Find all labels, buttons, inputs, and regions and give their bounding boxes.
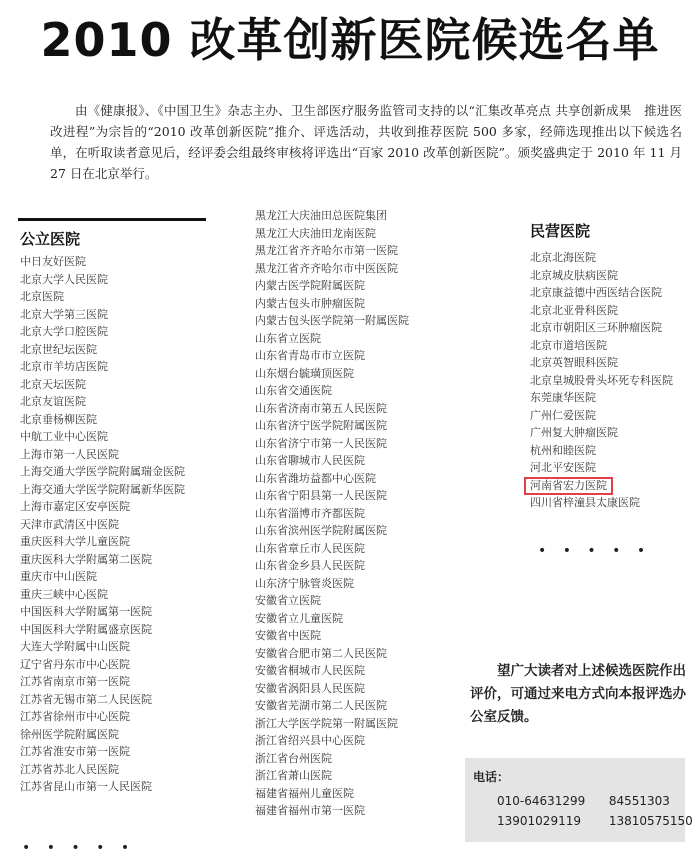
hospital-item: 安徽省芜湖市第二人民医院 xyxy=(255,699,387,712)
phone-number: 010-64631299 xyxy=(497,794,586,808)
hospital-item: 江苏省南京市第一医院 xyxy=(20,675,130,688)
hospital-item: 北京大学人民医院 xyxy=(20,272,108,286)
hospital-item: 福建省福州儿童医院 xyxy=(255,786,354,800)
hospital-item: 北京大学口腔医院 xyxy=(20,325,108,338)
hospital-item: 北京市道培医院 xyxy=(530,338,607,352)
hospital-item: 山东省立医院 xyxy=(255,331,321,345)
hospital-item: 北京世纪坛医院 xyxy=(20,342,97,356)
hospital-item: 上海市第一人民医院 xyxy=(20,447,119,461)
hospital-item: 重庆三峡中心医院 xyxy=(20,587,108,601)
hospital-item: 中国医科大学附属盛京医院 xyxy=(20,622,152,636)
hospital-item: 上海交通大学医学院附属瑞金医院 xyxy=(20,465,185,478)
public-hospitals-column xyxy=(20,222,220,796)
hospital-item: 黑龙江大庆油田龙南医院 xyxy=(255,226,376,240)
hospital-item: 东莞康华医院 xyxy=(530,391,596,404)
hospital-item: 中国医科大学附属第一医院 xyxy=(20,605,152,618)
hospital-item: 山东省济南市第五人民医院 xyxy=(255,401,387,415)
hospital-item: 北京医院 xyxy=(20,290,64,303)
hospital-item: 北京康益德中西医结合医院 xyxy=(530,286,662,299)
hospital-item: 浙江省台州医院 xyxy=(255,751,332,765)
hospital-item: 山东济宁脉管炎医院 xyxy=(255,576,354,590)
hospital-item: 内蒙古包头市肿瘤医院 xyxy=(255,296,365,310)
page-title: 2010 改革创新医院候选名单 xyxy=(40,13,660,67)
hospital-item: 山东省聊城市人民医院 xyxy=(255,454,365,467)
hospital-item: 江苏省无锡市第二人民医院 xyxy=(20,692,152,706)
hospital-item: 内蒙古包头医学院第一附属医院 xyxy=(255,314,409,327)
hospital-item: 河北平安医院 xyxy=(530,461,596,474)
hospital-item: 黑龙江大庆油田总医院集团 xyxy=(255,209,387,222)
hospital-item: 江苏省淮安市第一医院 xyxy=(20,745,130,758)
hospital-item: 山东省淄博市齐都医院 xyxy=(255,506,365,520)
public-hospitals-heading: 公立医院 xyxy=(20,230,81,248)
hospital-item: 北京皇城股骨头坏死专科医院 xyxy=(530,373,673,387)
hospital-item: 山东省金乡县人民医院 xyxy=(255,559,365,572)
hospital-item: 山东省济宁医学院附属医院 xyxy=(255,419,387,432)
hospital-item: 山东省潍坊益都中心医院 xyxy=(255,471,376,485)
hospital-item: 重庆医科大学附属第二医院 xyxy=(20,552,152,566)
hospital-item: 安徽省涡阳县人民医院 xyxy=(255,681,365,695)
hospital-item: 广州复大肿瘤医院 xyxy=(530,426,618,439)
public-hospitals-list xyxy=(20,253,220,796)
hospital-item: 中航工业中心医院 xyxy=(20,430,108,443)
middle-hospitals-column xyxy=(255,207,465,820)
hospital-item: 安徽省合肥市第二人民医院 xyxy=(255,646,387,660)
hospital-item: 内蒙古医学院附属医院 xyxy=(255,279,365,292)
hospital-item: 安徽省立医院 xyxy=(255,594,321,607)
hospital-item: 江苏省苏北人民医院 xyxy=(20,762,119,776)
phone-box xyxy=(465,758,693,842)
hospital-item: 北京英智眼科医院 xyxy=(530,356,618,369)
private-hospitals-list xyxy=(530,249,690,512)
hospital-item: 安徽省桐城市人民医院 xyxy=(255,664,365,677)
hospital-item: 黑龙江省齐齐哈尔市中医医院 xyxy=(255,261,398,275)
highlighted-hospital-item: 河南省宏力医院 xyxy=(524,477,613,495)
public-heading-rule xyxy=(18,218,206,221)
hospital-item: 中日友好医院 xyxy=(20,255,86,268)
hospital-item: 北京北海医院 xyxy=(530,251,596,264)
private-continuation-dots: • • • • • xyxy=(538,543,652,559)
hospital-item: 北京北亚骨科医院 xyxy=(530,303,618,317)
hospital-item: 四川省梓潼县太康医院 xyxy=(530,496,640,509)
hospital-item: 辽宁省丹东市中心医院 xyxy=(20,657,130,671)
hospital-item: 江苏省徐州市中心医院 xyxy=(20,710,130,723)
hospital-item: 上海交通大学医学院附属新华医院 xyxy=(20,482,185,496)
hospital-item: 北京市羊坊店医院 xyxy=(20,360,108,373)
phone-row-1 xyxy=(497,794,670,808)
hospital-item: 山东省交通医院 xyxy=(255,384,332,397)
hospital-item: 山东省滨州医学院附属医院 xyxy=(255,524,387,537)
hospital-item: 安徽省立儿童医院 xyxy=(255,611,343,625)
hospital-item: 徐州医学院附属医院 xyxy=(20,727,119,741)
private-hospitals-heading: 民营医院 xyxy=(530,222,591,240)
hospital-item: 北京市朝阳区三环肿瘤医院 xyxy=(530,321,662,334)
hospital-item: 浙江省萧山医院 xyxy=(255,769,332,782)
hospital-item: 重庆市中山医院 xyxy=(20,570,97,583)
hospital-item: 重庆医科大学儿童医院 xyxy=(20,535,130,548)
hospital-item: 山东烟台毓璜顶医院 xyxy=(255,366,354,380)
hospital-item: 山东省宁阳县第一人民医院 xyxy=(255,489,387,502)
hospital-item: 山东省济宁市第一人民医院 xyxy=(255,436,387,450)
hospital-item: 上海市嘉定区安亭医院 xyxy=(20,500,130,513)
hospital-item: 黑龙江省齐齐哈尔市第一医院 xyxy=(255,244,398,257)
hospital-item: 浙江省绍兴县中心医院 xyxy=(255,734,365,747)
hospital-item: 北京友谊医院 xyxy=(20,395,86,408)
hospital-item: 江苏省昆山市第一人民医院 xyxy=(20,780,152,793)
private-hospitals-column xyxy=(530,214,690,512)
public-continuation-dots: • • • • • xyxy=(22,840,136,856)
intro-paragraph: 由《健康报》、《中国卫生》杂志主办、卫生部医疗服务监管司支持的以“汇集改革亮点 共享创新成果 推进医改进程”为宗旨的“2010 改革创新医院”推介、评选活动，共收到推荐医院 500 多家，经筛选现推出以下候选名单，在听取读者意见后，经评委会组最终审核将评选出“百家 2010 改革创新医院”。颁奖盛典定于 2010 年 11 月 27 日在北京举行。 xyxy=(50,103,682,181)
hospital-item: 北京天坛医院 xyxy=(20,377,86,391)
hospital-item xyxy=(530,477,690,495)
hospital-item: 天津市武清区中医院 xyxy=(20,517,119,531)
phone-row-2 xyxy=(497,814,693,828)
hospital-item: 北京垂杨柳医院 xyxy=(20,412,97,426)
middle-hospitals-list xyxy=(255,207,465,820)
phone-number: 13901029119 xyxy=(497,814,581,828)
hospital-item: 浙江大学医学院第一附属医院 xyxy=(255,716,398,730)
hospital-item: 山东省青岛市市立医院 xyxy=(255,349,365,362)
hospital-item: 福建省福州市第一医院 xyxy=(255,804,365,817)
phone-number: 13810575150 xyxy=(608,814,693,828)
hospital-item: 大连大学附属中山医院 xyxy=(20,640,130,653)
hospital-item: 安徽省中医院 xyxy=(255,629,321,642)
feedback-note: 望广大读者对上述候选医院作出评价，可通过来电方式向本报评选办公室反馈。 xyxy=(470,663,686,725)
hospital-item: 杭州和睦医院 xyxy=(530,443,596,457)
phone-number: 84551303 xyxy=(608,794,670,808)
phone-label: 电话： xyxy=(473,770,510,784)
hospital-item: 山东省章丘市人民医院 xyxy=(255,541,365,555)
hospital-item: 广州仁爱医院 xyxy=(530,408,596,422)
hospital-item: 北京城皮肤病医院 xyxy=(530,268,618,282)
hospital-item: 北京大学第三医院 xyxy=(20,307,108,321)
